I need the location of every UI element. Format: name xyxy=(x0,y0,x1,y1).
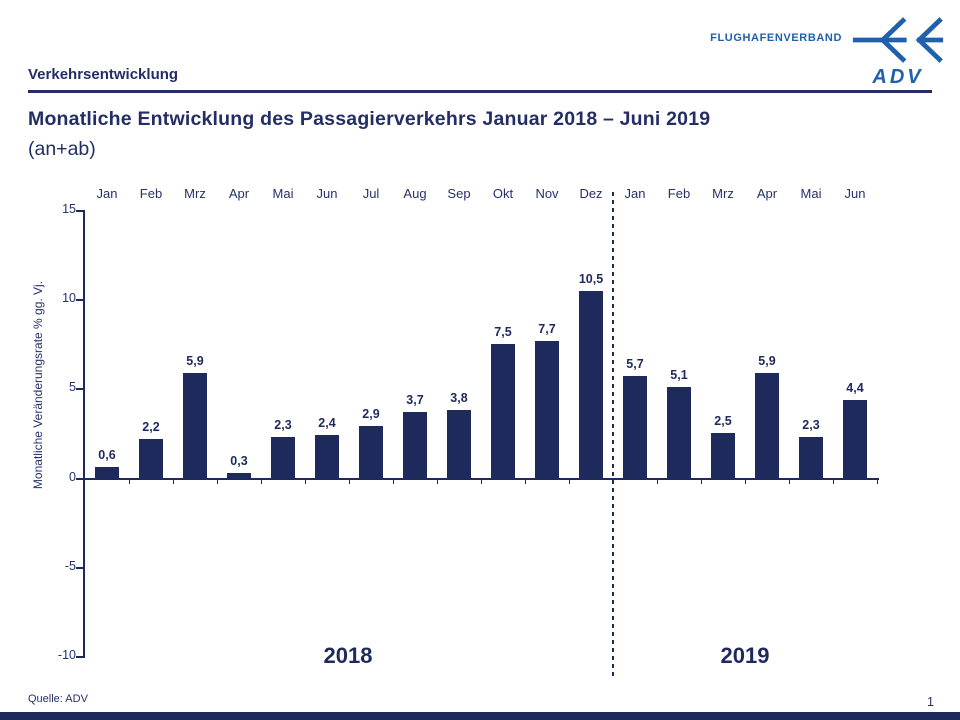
x-tick-mark xyxy=(349,480,350,484)
y-tick-mark xyxy=(76,299,83,301)
bar-value-label: 0,3 xyxy=(230,454,248,468)
y-tick-label: 10 xyxy=(62,291,76,306)
x-tick-mark xyxy=(261,480,262,484)
bar xyxy=(315,435,339,478)
adv-wordmark: ADV xyxy=(872,66,924,88)
y-tick-label: -5 xyxy=(64,558,76,573)
month-label: Jan xyxy=(96,186,118,201)
y-tick-mark xyxy=(76,388,83,390)
month-label: Mai xyxy=(272,186,294,201)
x-tick-mark xyxy=(481,480,482,484)
month-label: Jul xyxy=(362,186,380,201)
bar xyxy=(403,412,427,478)
y-tick-mark xyxy=(76,478,83,480)
y-tick-label: -10 xyxy=(57,648,76,662)
footer-accent-bar xyxy=(0,712,960,720)
bar xyxy=(359,426,383,478)
x-tick-mark xyxy=(745,480,746,484)
bar-value-label: 2,2 xyxy=(142,420,160,434)
bar xyxy=(843,400,867,478)
month-label: Feb xyxy=(139,186,163,201)
bar xyxy=(447,410,471,478)
section-title: Verkehrsentwicklung xyxy=(28,66,179,83)
bar-value-label: 5,9 xyxy=(758,354,776,368)
y-tick-mark xyxy=(76,567,83,569)
bar-value-label: 7,7 xyxy=(538,322,556,336)
x-tick-mark xyxy=(217,480,218,484)
x-tick-mark xyxy=(789,480,790,484)
y-tick-label: 15 xyxy=(62,202,76,216)
bar-value-label: 0,6 xyxy=(98,448,116,462)
month-label: Aug xyxy=(403,186,427,201)
page-number: 1 xyxy=(927,695,934,709)
x-tick-mark xyxy=(833,480,834,484)
x-tick-mark xyxy=(129,480,130,484)
month-label: Apr xyxy=(756,186,778,201)
year-separator-line xyxy=(612,192,614,680)
bar xyxy=(491,344,515,478)
x-tick-mark xyxy=(525,480,526,484)
bar xyxy=(227,473,251,478)
y-tick-label: 0 xyxy=(69,469,76,484)
bar xyxy=(271,437,295,478)
bar-value-label: 4,4 xyxy=(846,381,864,395)
month-label: Jan xyxy=(624,186,646,201)
month-label: Dez xyxy=(579,186,603,201)
y-axis xyxy=(83,210,85,658)
x-tick-mark xyxy=(877,480,878,484)
slide-title: Monatliche Entwicklung des Passagierverkehrs Januar 2018 – Juni 2019 xyxy=(28,108,711,130)
bar xyxy=(535,341,559,478)
month-label: Jun xyxy=(316,186,338,201)
month-label: Mrz xyxy=(184,186,206,201)
slide-subtitle: (an+ab) xyxy=(28,138,96,160)
month-label: Jun xyxy=(844,186,866,201)
month-label: Mai xyxy=(800,186,822,201)
bar xyxy=(579,291,603,478)
bar-value-label: 5,7 xyxy=(626,357,644,371)
month-label: Apr xyxy=(228,186,250,201)
bar xyxy=(755,373,779,478)
x-tick-mark xyxy=(173,480,174,484)
year-label-2018: 2018 xyxy=(323,643,373,668)
bar-value-label: 2,9 xyxy=(362,407,380,421)
bar-value-label: 2,3 xyxy=(274,418,292,432)
bar-value-label: 2,3 xyxy=(802,418,820,432)
bar-value-label: 3,8 xyxy=(450,391,468,405)
bar-value-label: 2,4 xyxy=(318,416,336,430)
bar-value-label: 10,5 xyxy=(578,272,604,286)
bar xyxy=(711,433,735,478)
bar xyxy=(667,387,691,478)
month-label: Okt xyxy=(492,186,514,201)
y-tick-mark xyxy=(76,656,83,658)
bar xyxy=(139,439,163,478)
bar xyxy=(799,437,823,478)
y-tick-label: 5 xyxy=(69,380,76,395)
x-tick-mark xyxy=(305,480,306,484)
x-tick-mark xyxy=(393,480,394,484)
bar-value-label: 7,5 xyxy=(494,325,512,339)
bar-value-label: 2,5 xyxy=(714,414,732,428)
flughafenverband-text: FLUGHAFENVERBAND xyxy=(710,31,842,44)
bar-value-label: 5,1 xyxy=(670,368,688,382)
x-tick-mark xyxy=(657,480,658,484)
x-tick-mark xyxy=(569,480,570,484)
bar-value-label: 5,9 xyxy=(186,354,204,368)
bar-value-label: 3,7 xyxy=(406,393,424,407)
bar xyxy=(95,467,119,478)
month-label: Feb xyxy=(667,186,691,201)
month-label: Mrz xyxy=(712,186,734,201)
x-tick-mark xyxy=(701,480,702,484)
source-note: Quelle: ADV xyxy=(28,693,88,705)
x-tick-mark xyxy=(437,480,438,484)
month-label: Sep xyxy=(447,186,471,201)
month-label: Nov xyxy=(535,186,559,201)
bar xyxy=(183,373,207,478)
y-tick-mark xyxy=(76,210,83,212)
year-label-2019: 2019 xyxy=(720,643,770,668)
bar xyxy=(623,376,647,478)
y-axis-label: Monatliche Veränderungsrate % gg. Vj. xyxy=(31,280,45,490)
